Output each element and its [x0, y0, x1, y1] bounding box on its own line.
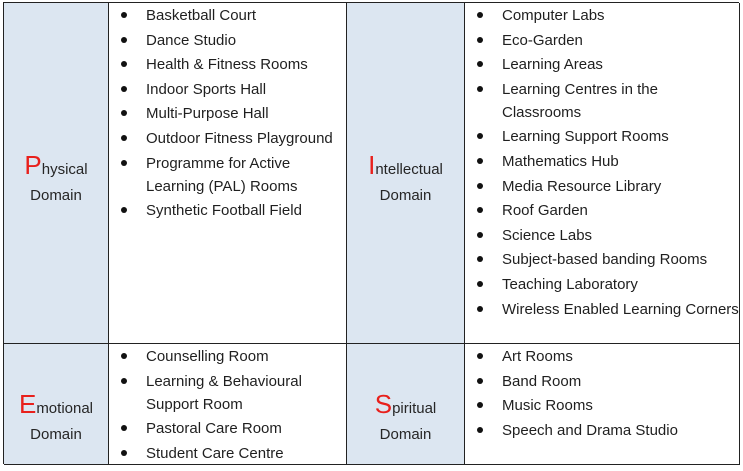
list-item: [109, 417, 346, 440]
bullet-icon: [477, 232, 483, 238]
list-item: [465, 345, 739, 368]
emotional-domain-cell: [4, 344, 109, 465]
list-item-label: Basketball Court: [146, 7, 257, 24]
list-item-label: Pastoral Care Room: [146, 420, 282, 438]
emotional-domain-title-rest: motional: [36, 399, 94, 417]
physical-domain-title-rest: hysical: [41, 160, 88, 178]
list-item-label: Student Care Centre: [146, 444, 284, 462]
list-item-label: Computer Labs: [502, 7, 605, 24]
list-item: [465, 150, 739, 173]
emotional-domain-label: [18, 388, 94, 448]
list-item: [465, 419, 739, 442]
bullet-icon: [121, 378, 127, 384]
list-item-label: Subject-based banding Rooms: [502, 251, 708, 269]
list-item: [109, 29, 346, 52]
physical-facilities-list: [109, 4, 346, 224]
list-item: [109, 78, 346, 101]
list-item-label: Wireless Enabled Learning Corners: [502, 300, 739, 318]
list-item-label: Roof Garden: [502, 202, 588, 220]
list-item-label: Band Room: [502, 372, 582, 390]
list-item-label: Science Labs: [502, 226, 593, 244]
physical-domain-initial: P: [24, 149, 42, 180]
list-item: [109, 4, 346, 27]
list-item: [465, 125, 739, 148]
bullet-icon: [477, 256, 483, 262]
physical-domain-label: [24, 149, 88, 209]
spiritual-domain-subtitle: Domain: [379, 425, 432, 443]
list-item: [109, 152, 346, 198]
list-item: [465, 175, 739, 198]
bullet-icon: [121, 61, 127, 67]
bullet-icon: [121, 160, 127, 166]
list-item-label: Teaching Laboratory: [502, 275, 638, 293]
physical-domain-subtitle: Domain: [30, 186, 82, 204]
spiritual-domain-cell: [347, 344, 465, 465]
list-item-label: Media Resource Library: [502, 177, 662, 195]
list-item-label: Learning & Behavioural Support Room: [146, 372, 302, 413]
physical-domain-cell: [4, 3, 109, 344]
list-item-label: Mathematics Hub: [502, 152, 619, 170]
bullet-icon: [477, 207, 483, 213]
list-item-label: Learning Centres in the Classrooms: [502, 80, 658, 121]
intellectual-domain-subtitle: Domain: [379, 186, 432, 204]
list-item-label: Programme for Active Learning (PAL) Rooms: [146, 154, 298, 195]
spiritual-domain-title-rest: piritual: [392, 399, 437, 417]
intellectual-domain-title-rest: ntellectual: [375, 160, 443, 178]
list-item: [465, 298, 739, 321]
list-item: [465, 29, 739, 52]
list-item: [109, 345, 346, 368]
spiritual-facilities-list: [465, 345, 739, 443]
emotional-domain-initial: E: [18, 388, 37, 419]
spiritual-domain-initial: S: [374, 388, 393, 419]
bullet-icon: [121, 425, 127, 431]
list-item: [109, 53, 346, 76]
list-item: [109, 442, 346, 465]
physical-facilities-cell: [109, 3, 347, 344]
list-item: [465, 248, 739, 271]
list-item-label: Dance Studio: [146, 31, 237, 49]
list-item-label: Speech and Drama Studio: [502, 421, 678, 439]
list-item-label: Counselling Room: [146, 348, 269, 365]
list-item-label: Health & Fitness Rooms: [146, 56, 308, 74]
emotional-facilities-cell: [109, 344, 347, 465]
bullet-icon: [121, 450, 127, 456]
bullet-icon: [477, 86, 483, 92]
intellectual-facilities-cell: [465, 3, 740, 344]
list-item-label: Art Rooms: [502, 348, 573, 365]
list-item: [465, 78, 739, 124]
bullet-icon: [121, 135, 127, 141]
domains-table: [3, 2, 739, 464]
bullet-icon: [121, 86, 127, 92]
list-item: [109, 370, 346, 416]
bullet-icon: [477, 37, 483, 43]
list-item: [465, 199, 739, 222]
intellectual-domain-label: [368, 149, 443, 209]
bullet-icon: [477, 281, 483, 287]
intellectual-facilities-list: [465, 4, 739, 322]
bullet-icon: [477, 427, 483, 433]
bullet-icon: [477, 306, 483, 312]
intellectual-domain-initial: I: [368, 149, 376, 180]
list-item: [465, 394, 739, 417]
bullet-icon: [477, 183, 483, 189]
bullet-icon: [121, 110, 127, 116]
list-item-label: Multi-Purpose Hall: [146, 105, 269, 123]
emotional-facilities-list: [109, 345, 346, 466]
list-item-label: Music Rooms: [502, 397, 593, 415]
list-item: [109, 127, 346, 150]
bullet-icon: [477, 158, 483, 164]
list-item: [465, 224, 739, 247]
list-item: [465, 4, 739, 27]
spiritual-domain-label: [374, 388, 437, 448]
bullet-icon: [477, 353, 483, 359]
list-item: [465, 53, 739, 76]
list-item: [465, 370, 739, 393]
bullet-icon: [477, 12, 483, 18]
list-item-label: Indoor Sports Hall: [146, 80, 267, 98]
spiritual-facilities-cell: [465, 344, 740, 465]
bullet-icon: [121, 353, 127, 359]
emotional-domain-subtitle: Domain: [30, 425, 82, 443]
bullet-icon: [121, 207, 127, 213]
list-item: [109, 199, 346, 222]
bullet-icon: [477, 402, 483, 408]
list-item-label: Synthetic Football Field: [146, 202, 302, 220]
list-item-label: Learning Areas: [502, 56, 603, 74]
list-item-label: Learning Support Rooms: [502, 128, 669, 146]
list-item-label: Eco-Garden: [502, 31, 583, 49]
bullet-icon: [121, 37, 127, 43]
bullet-icon: [477, 133, 483, 139]
bullet-icon: [477, 61, 483, 67]
list-item: [109, 102, 346, 125]
list-item: [465, 273, 739, 296]
list-item-label: Outdoor Fitness Playground: [146, 129, 333, 147]
bullet-icon: [477, 378, 483, 384]
intellectual-domain-cell: [347, 3, 465, 344]
bullet-icon: [121, 12, 127, 18]
